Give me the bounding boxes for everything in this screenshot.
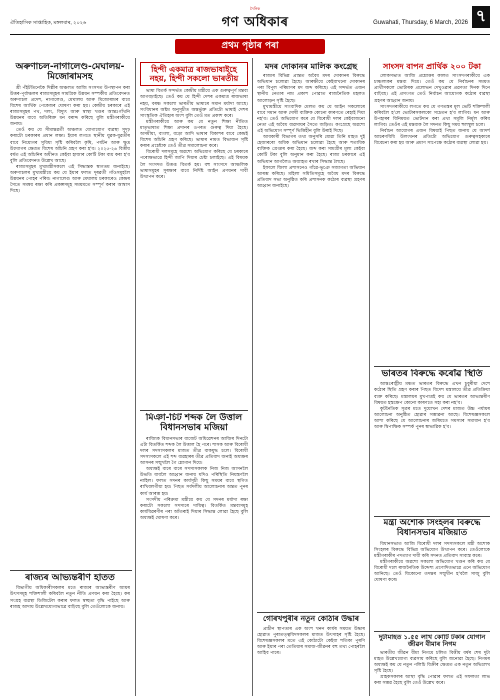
article-hindi-language [140, 62, 248, 406]
header-left-text: ঐতিহাসিক সাপ্তাহিক, মঙ্গলবাৰ, ২০২৬ [10, 20, 87, 26]
article-paragraph: বিভাগীয় অধিকাৰীসকলৰ মতে ৰাজ্যৰ আভ্যন্তৰীণ আয়ৰ উৎসসমূহ শক্তিশালী কৰিবলৈ নতুন নীতি প্ৰণয়ন কৰা হৈছে। কৰ সংগ্ৰহ ব্যৱস্থা ডিজিটেল কৰাৰ ফলত স্বচ্ছতা বৃদ্ধি পাইছে আৰু ৰাজহ আদায় উল্লেখযোগ্যভাৱে বাঢ়িছে বুলি তেওঁলোকে জনায়। [10, 586, 130, 610]
header-rule [10, 34, 490, 35]
article-headline: গোৰখপুৰীৰ নতুন কোঠাৰ উদ্ধাৰ [263, 615, 359, 623]
page-header [10, 4, 490, 34]
article-paragraph: প্ৰাচীন স্থাপত্যৰ এক অংশ খনন কাৰ্যৰ সময়ত উদ্ধাৰ হোৱাত পুৰাতত্ত্ববিদসকলৰ মাজত উৎসাহৰ সৃষ্টি হৈছে। বিশেষজ্ঞসকলৰ মতে এই কোঠাটো কেইবা শতিকা পুৰণি আৰু ইয়াৰ পৰা তেতিয়াৰ সমাজ-জীৱনৰ বহু তথ্য পোহৰলৈ আহিব পাৰে। [257, 626, 365, 656]
article-paragraph: নিৰ্বাচন আয়োগৰ এজন বিষয়াই পিছত জনায় যে আদৰ্শ আচৰণবিধি উলংঘনৰ প্ৰতিটো অভিযোগ গুৰুত্বসহকাৰে বিবেচনা কৰা হয় আৰু প্ৰমাণ সাপেক্ষে কঠোৰ ব্যৱস্থা লোৱা হয়। [374, 129, 490, 147]
article-headline: ৰাজ্যৰ আভ্যন্তৰীণ হাতত [25, 573, 115, 583]
article-divider [374, 631, 490, 632]
article-body [257, 74, 365, 190]
article-india-stance [374, 369, 490, 514]
article-paragraph: সাংসদগৰাকীয়ে লগতে কয় যে গণতন্ত্ৰৰ মূল ভেটি শক্তিশালী কৰিবলৈ হ'লে ভোটাৰসকলকো সচেতন হ'ব লাগিব। ধন আৰু উপহাৰৰ বিনিময়ত ভোটদান কৰা প্ৰথা সমূলি নিৰ্মূল কৰিব লাগিব। তেওঁৰ এই মন্তব্যক লৈ সদনত কিছু সময় হুলস্থুল চলে। [374, 104, 490, 128]
article-paragraph: ইফালে জিলা প্ৰশাসনেও গাঁৱে-ভূঞে সজাগতা অভিযান আৰম্ভ কৰিছে। মহিলা সমিতিসমূহে অবৈধ মদৰ বিৰুদ্ধে প্ৰতিবাদ সভা অনুষ্ঠিত কৰি প্ৰশাসনক কঠোৰ ব্যৱস্থা গ্ৰহণৰ আহ্বান জনাইছে। [257, 165, 365, 189]
article-body [10, 586, 130, 610]
column-divider [252, 58, 253, 696]
article-paragraph: শ্ৰী পঁইটতিনেকৈ দিল্লীৰ অঞ্চলত আজি সংসদত উপস্থাপন কৰা উত্তৰ-পূৰ্বাঞ্চলৰ ৰাজ্যসমূহৰ সামগ্ৰিক উন্নয়ন সম্পৰ্কীয় প্ৰতিবেদনত অৰুণাচল প্ৰদেশ, নাগালেণ্ড, মেঘালয় আৰু মিজোৰামৰ বাবে বিশেষ আৰ্থিক পেকেজৰ ঘোষণা কৰা হয়। কেন্দ্ৰীয় চৰকাৰে এই ৰাজ্যসমূহৰ পথ, দলং, বিদ্যুৎ আৰু স্বাস্থ্য খণ্ডৰ আন্তঃগাঁথনি উন্নয়নৰ বাবে অতিৰিক্ত ধন বৰাদ্দ কৰিছে বুলি মন্ত্ৰীগৰাকীয়ে জনায়। [10, 85, 130, 128]
section-banner: প্ৰথম পৃষ্ঠাৰ পৰা [175, 39, 325, 54]
article-paragraph: ৰাজ্যৰ বিভিন্ন প্ৰান্তত অবৈধ মদৰ দোকানৰ বিৰুদ্ধে অভিযান চলোৱা হৈছে। আৰক্ষীয়ে কেইবাখনো দোকানৰ পৰা বিপুল পৰিমাণৰ মদ জব্দ কৰিছে। এই সন্দৰ্ভত এজন স্থানীয় নেতাৰ নাম প্ৰকাশ পোৱাত ৰাজনৈতিক মহলত আলোড়ন সৃষ্টি হৈছে। [257, 74, 365, 104]
article-headline: দুটামাহত ১.৫৫ লাখ কোটি টকাৰ যোগান জীৱন বীমাৰ নিগম [378, 634, 486, 649]
article-body [374, 382, 490, 431]
article-paragraph: গ্ৰাহকসকলৰ আস্থা বৃদ্ধি পোৱাৰ ফলত এই সফলতা লাভ কৰা সম্ভৱ হৈছে বুলি তেওঁ উল্লেখ কৰে। [374, 675, 490, 687]
article-body [140, 89, 248, 180]
masthead-title: গণ অধিকাৰ [221, 15, 289, 30]
page-number: ৭ [472, 6, 490, 28]
article-mp-bapon [374, 62, 490, 364]
article-headline: অৰুণাচল-নাগালেণ্ড-মেঘালয়-মিজোৰামসহ [15, 62, 125, 83]
article-arunachal [10, 62, 130, 567]
article-liquor-shop [257, 62, 365, 607]
article-paragraph: সংসদীয় পৰিক্ৰমা মন্ত্ৰীয়ে কয় যে সদনৰ মৰ্যাদা ৰক্ষা কৰাটো সকলো সদস্যৰে দায়িত্ব। বিতৰ্কিত মন্তব্যসমূহ কাৰ্যবিৱৰণীৰ পৰা আঁতৰাই দিয়াৰ সিদ্ধান্ত লোৱা হৈছে বুলি অধ্যক্ষই ঘোষণা কৰে। [140, 497, 248, 521]
article-headline: মন্ত্ৰী অশোক সিংহলৰ বিৰুদ্ধে বিধানসভাৰ মজিয়াত [383, 519, 481, 538]
article-headline: মিঞা-চিট শব্দক লৈ উত্তাল বিধানসভাৰ মজিয়া [145, 413, 243, 434]
article-body [140, 437, 248, 522]
article-paragraph: বিধানসভাত আজি বিৰোধী দলৰ সদস্যসকলে মন্ত্ৰী অশোক সিংহলৰ বিৰুদ্ধে বিভিন্ন অভিযোগ উত্থাপন কৰে। তেওঁলোকে মন্ত্ৰীগৰাকীৰ পদত্যাগ দাবী কৰি সদনত প্ৰতিবাদ সাব্যস্ত কৰে। [374, 541, 490, 559]
column-divider [135, 58, 136, 696]
column-divider [369, 58, 370, 696]
article-paragraph: ভাষা বিতৰ্ক সন্দৰ্ভত কেন্দ্ৰীয় মন্ত্ৰীয়ে এক গুৰুত্বপূৰ্ণ মন্তব্য আগবঢ়াইছে। তেওঁ কয় যে হিন্দী দেশৰ একমাত্ৰ ৰাজভাষা নহয়, বৰঞ্চ সকলো ভাৰতীয় ভাষাৰে সমান মৰ্যাদা আছে। সংবিধানৰ অষ্টম অনুসূচীত অন্তৰ্ভুক্ত প্ৰতিটো ভাষাই দেশৰ সাংস্কৃতিক ঐতিহ্যৰ অংশ বুলি তেওঁ মত প্ৰকাশ কৰে। [140, 89, 248, 119]
article-divider [140, 410, 248, 411]
article-paragraph: মুখ্যমন্ত্ৰীয়ে সাংবাদিক মেলত কয় যে আইন সকলোৰে বাবে সমান আৰু দোষী ব্যক্তিক কোনো কাৰণতে ৰেহাই দিয়া নহ'ব। তেওঁ অভিযোগ কৰে যে বিৰোধী দলৰ কেইবাজনো নেতা এই অবৈধ ব্যৱসায়ৰ সৈতে জড়িত। কংগ্ৰেছে অৱশ্যে এই অভিযোগ সম্পূৰ্ণ ভিত্তিহীন বুলি উৰাই দিছে। [257, 104, 365, 135]
article-room-discovery [257, 615, 365, 695]
masthead-logo [205, 6, 305, 34]
article-paragraph: মন্ত্ৰীগৰাকীয়ে অৱশ্যে সকলো অভিযোগ খণ্ডন কৰি কয় যে বিৰোধী দলে ৰাজনৈতিক উদ্দেশ্য প্ৰণোদিতভাৱে এনে অভিযোগ আনিছে। তেওঁ যিকোনো তদন্তৰ সন্মুখীন হ'বলৈ সাজু বুলি ঘোষণা কৰে। [374, 559, 490, 584]
article-headline: সাংসদ বাপন প্ৰাৰ্থিক ২০০ টকা [383, 62, 481, 71]
article-body [374, 651, 490, 688]
article-paragraph: আন্তঃৰাষ্ট্ৰীয় মঞ্চত ভাৰতৰ বিৰুদ্ধে এখন চুবুৰীয়া দেশে কঠোৰ স্থিতি গ্ৰহণ কৰাৰ পিছত বিদেশ মন্ত্ৰালয়ে তীব্ৰ প্ৰতিক্ৰিয়া ব্যক্ত কৰিছে। মন্ত্ৰালয়ৰ মুখপাত্ৰই কয় যে ভাৰতৰ আভ্যন্তৰীণ বিষয়ত হস্তক্ষেপ কোনো কাৰণতে সহ্য কৰা নহ'ব। [374, 382, 490, 406]
header-date: Guwahati, Thursday, 6 March, 2026 [373, 20, 468, 26]
article-paragraph: তেওঁ কয় যে সীমান্তৱৰ্তী অঞ্চলত যোগাযোগ ব্যৱস্থা সুদৃঢ় কৰাটো চৰকাৰৰ প্ৰধান লক্ষ্য। ইয়াৰ লগতে স্থানীয় যুৱক-যুৱতীৰ বাবে নিয়োগৰ সুবিধা সৃষ্টি কৰিবলৈ কৃষি, পৰ্যটন আৰু ক্ষুদ্ৰ উদ্যোগৰ ক্ষেত্ৰত বিশেষ আঁচনি গ্ৰহণ কৰা হ'ব। ২০২৫-২৬ বিত্তীয় বৰ্ষত এই আঁচনিৰ অধীনত কেইবা হাজাৰ কোটি টকা ব্যয় কৰা হ'ব বুলি প্ৰতিবেদনত উল্লেখ আছে। [10, 128, 130, 164]
article-body [10, 86, 130, 196]
article-paragraph: আবকাৰী বিভাগৰ তথ্য অনুসৰি যোৱা তিনি মাহত দুই হেজাৰৰো অধিক অভিযান চলোৱা হৈছে আৰু শতাধিক ব্যক্তিক গ্ৰেপ্তাৰ কৰা হৈছে। জব্দ কৰা সামগ্ৰীৰ মূল্য কেইবা কোটি টকা বুলি অনুমান কৰা হৈছে। ৰাজ্য চৰকাৰে এই অভিযান আগলৈও অব্যাহত ৰখাৰ সিদ্ধান্ত লৈছে। [257, 135, 365, 165]
article-paragraph: কূটনৈতিক সূত্ৰৰ মতে দুয়োখন দেশৰ মাজত উচ্চ পৰ্যায়ৰ আলোচনা অনুষ্ঠিত হোৱাৰ সম্ভাৱনা আছে। বিশেষজ্ঞসকলে আশা কৰিছে যে আলোচনাৰ জৰিয়তে সমস্যাৰ সমাধান হ'ব আৰু দ্বিপাক্ষিক সম্পৰ্ক পুনৰ স্বাভাৱিক হ'ব। [374, 406, 490, 430]
article-headline: ভাৰতৰ বিৰুদ্ধে কৰোঁৱ স্থিতি [381, 369, 483, 379]
article-minister-ashok [374, 519, 490, 629]
article-paragraph: ৰাজ্যিক বিধানসভাৰ বাজেট অধিৱেশনৰ আজিৰ দিনটো এটা বিতৰ্কিত শব্দক লৈ উত্তাল হৈ পৰে। শাসক আৰু বিৰোধী দলৰ সদস্যসকলৰ মাজত তীব্ৰ বাকযুদ্ধ চলে। বিৰোধী সদস্যসকলে এই শব্দ ব্যৱহাৰৰ তীব্ৰ প্ৰতিবাদ জনাই অধ্যক্ষৰ আসনৰ সন্মুখলৈ গৈ শ্লোগান দিয়ে। [140, 436, 248, 467]
article-divider [374, 366, 490, 367]
article-divider [257, 612, 365, 613]
article-paragraph: মন্ত্ৰীগৰাকীয়ে আৰু কয় যে নতুন শিক্ষা নীতিত মাতৃভাষাত শিক্ষা প্ৰদানৰ ওপৰত গুৰুত্ব দিয়া হৈছে। অসমীয়া, বাংলা, বড়ো আদি ভাষাৰ বিকাশৰ বাবে কেন্দ্ৰই বিশেষ আঁচনি গ্ৰহণ কৰিছে। ভাষাৰ নামত বিভাজন সৃষ্টি কৰাৰ প্ৰচেষ্টাক তেওঁ তীব্ৰ সমালোচনা কৰে। [140, 119, 248, 150]
article-headline: হিন্দী একমাত্ৰ ৰাজভাষাইহে নহয়, হিন্দী সকলো ভাৰতীয় [140, 62, 248, 86]
article-body [374, 74, 490, 147]
article-paragraph: ভাৰতীয় জীৱন বীমা নিগমে চলিত বিত্তীয় বৰ্ষৰ শেষ দুটা মাহত উল্লেখযোগ্য ব্যৱসায় কৰিছে বুলি জনোৱা হৈছে। নিগমৰ অধ্যক্ষই কয় যে নতুন পলিচি বিক্ৰীৰ ক্ষেত্ৰত এক নতুন অভিলেখ সৃষ্টি হৈছে। [374, 650, 490, 675]
article-assembly-uproar [140, 413, 248, 695]
article-paragraph: লোকসভাত আজি প্ৰশ্নোত্তৰ কালত সাংসদগৰাকীয়ে এক চাঞ্চল্যকৰ মন্তব্য দিয়ে। তেওঁ কয় যে নিৰ্বাচনৰ সময়ত প্ৰাৰ্থীসকলে ভোটাৰক প্ৰলোভন দেখুওৱাৰ প্ৰৱণতা দিনক দিনে বাঢ়িছে। এই প্ৰসংগত তেওঁ নিৰ্বাচন আয়োগক কঠোৰ ব্যৱস্থা গ্ৰহণৰ আহ্বান জনায়। [374, 74, 490, 104]
article-body [257, 627, 365, 657]
masthead-small: দৈনিক [249, 6, 261, 11]
article-headline: মদৰ দোকানৰ মালিক কংগ্ৰেছ [264, 62, 358, 71]
article-paragraph: ৰাজ্যসমূহৰ মুখ্যমন্ত্ৰীসকলে এই সিদ্ধান্তক স্বাগতম জনাইছে। অৰুণাচলৰ মুখ্যমন্ত্ৰীয়ে কয় যে ইয়াৰ ফলত দূৰৱৰ্তী গাঁওসমূহলৈ উন্নয়নৰ পোহৰ পৰিব। নাগালেণ্ড আৰু মেঘালয় চৰকাৰেও কেন্দ্ৰৰ সৈতে সমন্বয় ৰক্ষা কৰি প্ৰকল্পসমূহ সময়মতে সম্পূৰ্ণ কৰাৰ আশ্বাস দিছে। [10, 164, 130, 195]
article-paragraph: অধ্যক্ষই বাৰে বাৰে সদস্যসকলক নিজ নিজ আসনলৈ উভতি যাবলৈ আহ্বান জনায় যদিও পৰিস্থিতি নিয়ন্ত্ৰণলৈ নাহিল। ফলত সদনৰ কাৰ্যসূচী কিছু সময়ৰ বাবে স্থগিত ৰাখিবলগীয়া হয়। পিছত সৰ্বদলীয় আলোচনাৰ অন্তত পুনৰ কাৰ্য আৰম্ভ হয়। [140, 467, 248, 497]
article-paragraph: বিৰোধী দলসমূহে অৱশ্যে অভিযোগ কৰিছে যে চৰকাৰে পৰোক্ষভাৱে হিন্দী জাপি দিয়াৰ চেষ্টা চলাইছে। এই বিষয়ক লৈ সংসদত উত্তপ্ত বিতৰ্ক হয়। বহু সাংসদে আঞ্চলিক ভাষাসমূহৰ সুৰক্ষাৰ বাবে নিৰ্দিষ্ট আইন প্ৰণয়নৰ দাবী উত্থাপন কৰে। [140, 150, 248, 180]
article-divider [10, 570, 132, 571]
article-divider [374, 516, 490, 517]
article-state-revenue [10, 573, 130, 695]
article-body [374, 542, 490, 585]
article-lic [374, 634, 490, 696]
